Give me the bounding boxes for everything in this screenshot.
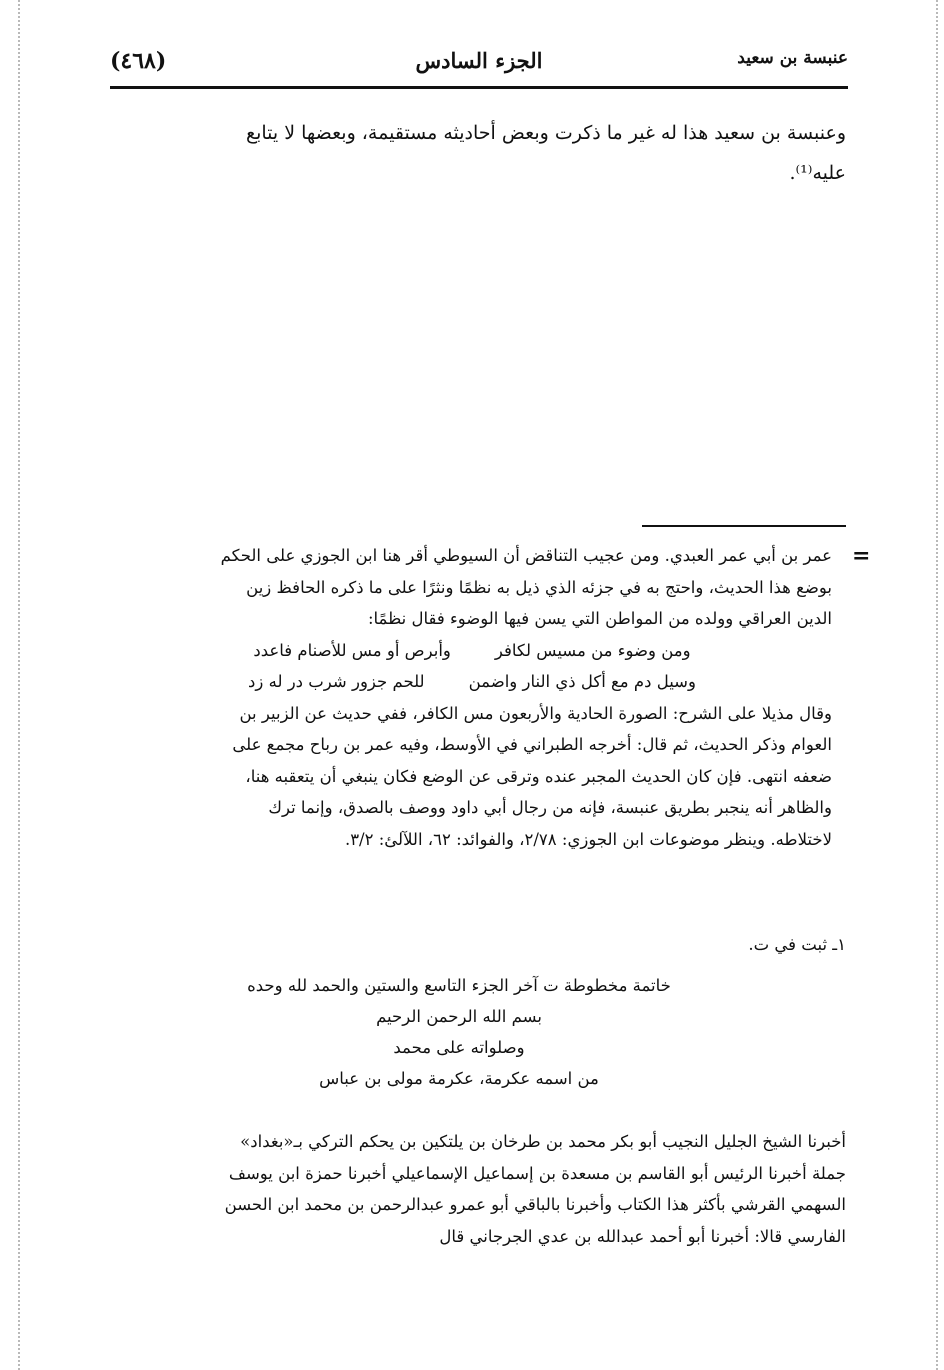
footnote-line: والظاهر أنه ينجبر بطريق عنبسة، فإنه من رجال أبي داود ووصف بالصدق، وإنما ترك bbox=[268, 798, 832, 817]
entry-name: عنبسة بن سعيد bbox=[737, 48, 848, 68]
isnad-line: جملة أخبرنا الرئيس أبو القاسم بن مسعدة بن إسماعيل الإسماعيلي أخبرنا حمزة ابن يوسف bbox=[228, 1163, 846, 1183]
verse-line bbox=[112, 635, 832, 667]
isnad-line: السهمي القرشي بأكثر هذا الكتاب وأخبرنا بالباقي أبو عمرو عبدالرحمن بن محمد ابن الحسن bbox=[224, 1195, 846, 1214]
isnad-line: الفارسي قالا: أخبرنا أبو أحمد عبدالله بن عدي الجرجاني قال bbox=[439, 1226, 846, 1246]
footnote-line: العوام وذكر الحديث، ثم قال: أخرجه الطبراني في الأوسط، وفيه عمر بن رباح مجمع على bbox=[232, 735, 832, 754]
colophon-line: خاتمة مخطوطة ت آخر الجزء التاسع والستين والحمد لله وحده bbox=[247, 976, 671, 995]
page-number: (٤٦٨) bbox=[110, 48, 167, 74]
footnote-line: لاختلاطه. وينظر موضوعات ابن الجوزي: ٢/٧٨، والفوائد: ٦٢، اللآلئ: ٣/٢. bbox=[344, 829, 832, 849]
footnote-line: بوضع هذا الحديث، واحتج به في جزئه الذي ذيل به نظمًا ونثرًا على ما ذكره الحافظ زين bbox=[246, 577, 832, 597]
footnote-line: ضعفه انتهى. فإن كان الحديث المجبر عنده وترقى عن الوضع فكان ينبغي أن يتعقبه هنا، bbox=[245, 766, 832, 786]
main-text bbox=[112, 113, 846, 193]
colophon bbox=[112, 970, 846, 1094]
verse-hemistich: للحم جزور شرب در له زد bbox=[248, 672, 425, 691]
footnote-continuation bbox=[112, 540, 832, 855]
verse-hemistich: وأبرص أو مس للأصنام فاعدد bbox=[253, 640, 451, 660]
right-dotted-margin-line bbox=[936, 0, 938, 1370]
isnad-paragraph bbox=[112, 1126, 846, 1252]
footnote-separator bbox=[642, 525, 846, 527]
footnote-line: وقال مذيلا على الشرح: الصورة الحادية والأربعون مس الكافر، ففي حديث عن الزبير بن bbox=[239, 703, 832, 723]
continuation-marker: = bbox=[852, 543, 871, 569]
footnote-1: ١ـ ثبت في ت. bbox=[748, 935, 846, 954]
verse-hemistich: ومن وضوء من مسيس لكافر bbox=[494, 640, 691, 660]
main-line: عليه⁽¹⁾. bbox=[789, 162, 846, 184]
header-rule bbox=[110, 86, 848, 89]
page-header bbox=[110, 44, 848, 84]
main-line: وعنبسة بن سعيد هذا له غير ما ذكرت وبعض أحاديثه مستقيمة، وبعضها لا يتابع bbox=[245, 122, 846, 144]
colophon-line: بسم الله الرحمن الرحيم bbox=[376, 1007, 542, 1026]
verse-line bbox=[112, 666, 832, 698]
colophon-line: وصلواته على محمد bbox=[393, 1038, 525, 1057]
verse-hemistich: وسيل دم مع أكل ذي النار واضمن bbox=[468, 672, 696, 691]
footnote-line: عمر بن أبي عمر العبدي. ومن عجيب التناقض أن السيوطي أقر هنا ابن الجوزي على الحكم bbox=[220, 546, 832, 565]
left-dotted-margin-line bbox=[18, 0, 20, 1370]
footnote-line: الدين العراقي وولده من المواطن التي يسن فيها الوضوء فقال نظمًا: bbox=[367, 609, 832, 628]
colophon-line: من اسمه عكرمة، عكرمة مولى بن عباس bbox=[319, 1069, 599, 1088]
isnad-line: أخبرنا الشيخ الجليل النجيب أبو بكر محمد بن طرخان بن يلتكين بن يحكم التركي بـ«بغداد» bbox=[240, 1132, 846, 1151]
volume-title: الجزء السادس bbox=[415, 48, 543, 73]
